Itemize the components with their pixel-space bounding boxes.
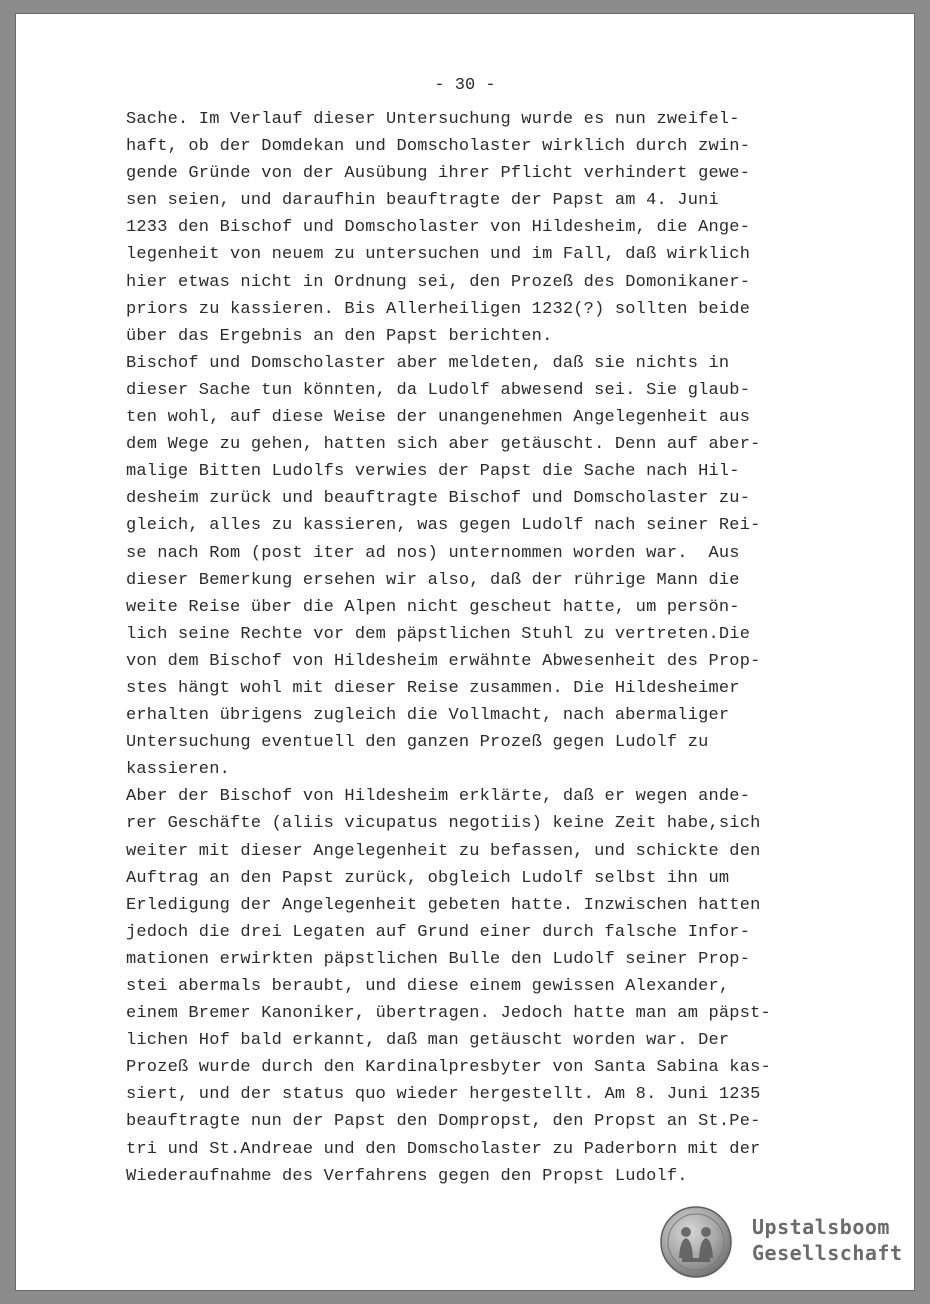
- text-line: gende Gründe von der Ausübung ihrer Pflicht verhindert gewe-: [126, 164, 751, 184]
- text-line: Untersuchung eventuell den ganzen Prozeß gegen Ludolf zu: [126, 733, 709, 753]
- text-line: über das Ergebnis an den Papst berichten.: [126, 326, 553, 346]
- text-line: einem Bremer Kanoniker, übertragen. Jedoch hatte man am päpst-: [126, 1004, 771, 1024]
- logo-text: [752, 1214, 903, 1266]
- text-line: mationen erwirkten päpstlichen Bulle den Ludolf seiner Prop-: [126, 949, 751, 969]
- text-line: sen seien, und daraufhin beauftragte der Papst am 4. Juni: [126, 191, 719, 211]
- text-line: stei abermals beraubt, und diese einem gewissen Alexander,: [126, 977, 730, 996]
- logo-line-1: Upstalsboom: [752, 1215, 890, 1239]
- text-line: gleich, alles zu kassieren, was gegen Ludolf nach seiner Rei-: [126, 516, 761, 536]
- text-line: weiter mit dieser Angelegenheit zu befassen, und schickte den: [126, 841, 761, 861]
- text-line: hier etwas nicht in Ordnung sei, den Prozeß des Domonikaner-: [126, 272, 751, 292]
- text-line: weite Reise über die Alpen nicht gescheut hatte, um persön-: [126, 597, 740, 617]
- text-line: lich seine Rechte vor dem päpstlichen Stuhl zu vertreten.Die: [126, 624, 751, 644]
- text-line: dieser Bemerkung ersehen wir also, daß der rührige Mann die: [126, 570, 740, 590]
- text-line: Prozeß wurde durch den Kardinalpresbyter von Santa Sabina kas-: [126, 1058, 771, 1078]
- text-line: stes hängt wohl mit dieser Reise zusammen. Die Hildesheimer: [126, 678, 740, 698]
- text-line: lichen Hof bald erkannt, daß man getäuscht worden war. Der: [126, 1031, 730, 1051]
- text-line: Wiederaufnahme des Verfahrens gegen den Propst Ludolf.: [126, 1166, 688, 1186]
- text-line: se nach Rom (post iter ad nos) unternommen worden war. Aus: [126, 543, 740, 563]
- logo: [660, 1200, 904, 1282]
- text-line: Auftrag an den Papst zurück, obgleich Ludolf selbst ihn um: [126, 868, 730, 888]
- text-line: von dem Bischof von Hildesheim erwähnte Abwesenheit des Prop-: [126, 651, 761, 671]
- text-line: haft, ob der Domdekan und Domscholaster wirklich durch zwin-: [126, 137, 751, 157]
- logo-line-2: Gesellschaft: [752, 1241, 903, 1265]
- text-line: Bischof und Domscholaster aber meldeten, daß sie nichts in: [126, 353, 730, 373]
- text-line: rer Geschäfte (aliis vicupatus negotiis) keine Zeit habe,sich: [126, 814, 761, 834]
- text-line: priors zu kassieren. Bis Allerheiligen 1232(?) sollten beide: [126, 299, 751, 319]
- document-page: [16, 14, 914, 1290]
- text-line: beauftragte nun der Papst den Dompropst, den Propst an St.Pe-: [126, 1112, 761, 1132]
- text-line: tri und St.Andreae und den Domscholaster zu Paderborn mit der: [126, 1139, 761, 1159]
- text-line: legenheit von neuem zu untersuchen und im Fall, daß wirklich: [126, 245, 751, 265]
- text-line: malige Bitten Ludolfs verwies der Papst die Sache nach Hil-: [126, 462, 740, 482]
- text-line: desheim zurück und beauftragte Bischof und Domscholaster zu-: [126, 489, 751, 509]
- text-line: siert, und der status quo wieder hergestellt. Am 8. Juni 1235: [126, 1085, 761, 1105]
- text-line: erhalten übrigens zugleich die Vollmacht, nach abermaliger: [126, 706, 730, 726]
- seal-icon: [660, 1206, 732, 1278]
- text-line: Aber der Bischof von Hildesheim erklärte, daß er wegen ande-: [126, 787, 751, 807]
- text-line: dieser Sache tun könnten, da Ludolf abwesend sei. Sie glaub-: [126, 380, 751, 400]
- text-line: dem Wege zu gehen, hatten sich aber getäuscht. Denn auf aber-: [126, 435, 761, 455]
- text-line: jedoch die drei Legaten auf Grund einer durch falsche Infor-: [126, 922, 751, 942]
- text-line: ten wohl, auf diese Weise der unangenehmen Angelegenheit aus: [126, 408, 751, 428]
- text-line: Erledigung der Angelegenheit gebeten hatte. Inzwischen hatten: [126, 895, 761, 915]
- body-text: [126, 106, 846, 1190]
- text-line: 1233 den Bischof und Domscholaster von Hildesheim, die Ange-: [126, 218, 751, 238]
- page-number: - 30 -: [434, 76, 496, 95]
- text-line: Sache. Im Verlauf dieser Untersuchung wurde es nun zweifel-: [126, 110, 740, 129]
- text-line: kassieren.: [126, 760, 231, 780]
